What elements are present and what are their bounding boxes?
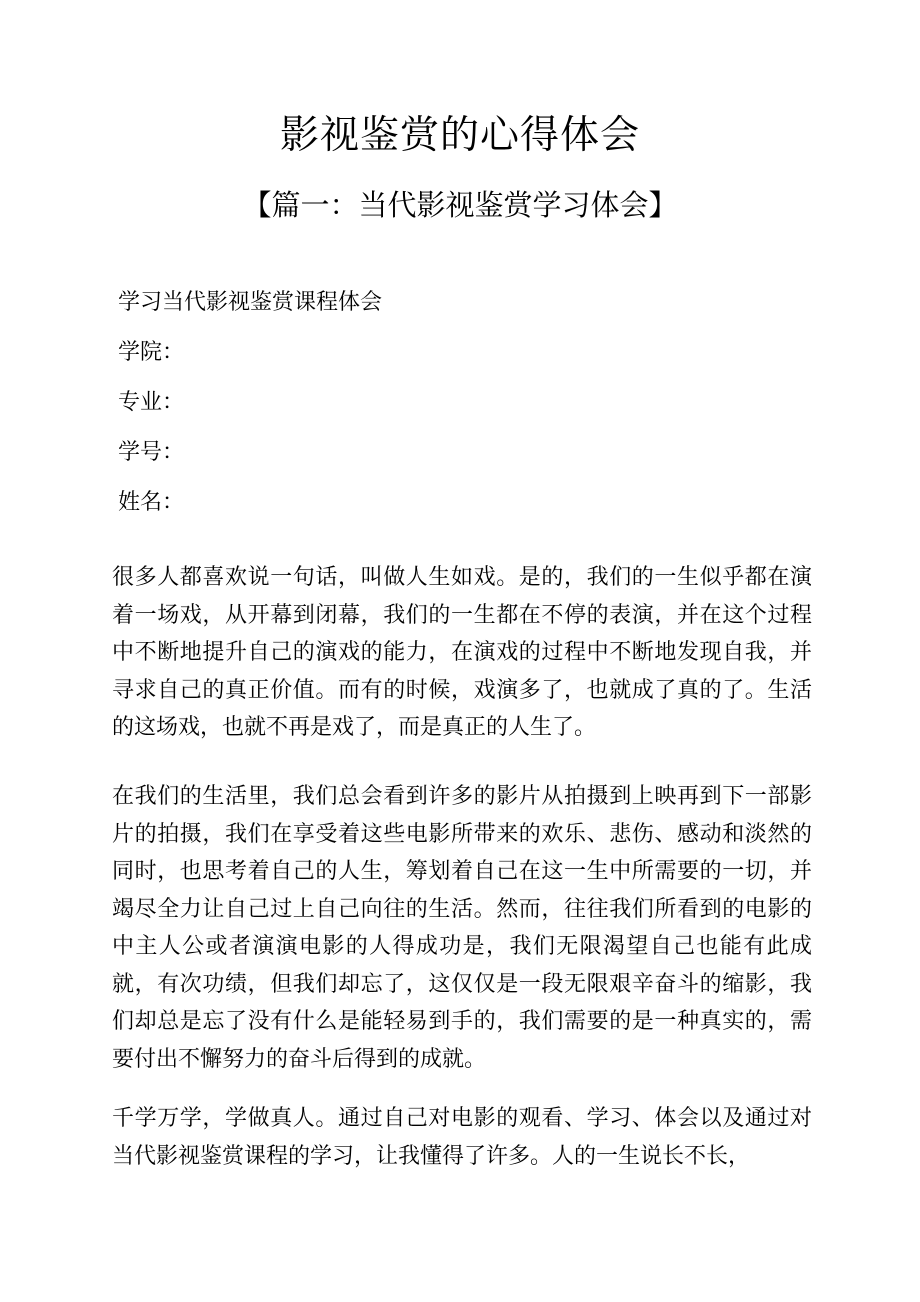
college-field: 学院： (118, 340, 185, 365)
document-subtitle: 【篇一：当代影视鉴赏学习体会】 (242, 188, 678, 222)
paragraph-2: 在我们的生活里，我们总会看到许多的影片从拍摄到上映再到下一部影片的拍摄，我们在享受着这些电影所带来的欢乐、悲伤、感动和淡然的同时，也思考着自己的人生，筹划着自己在这一生中所需要的一切，并竭尽全力让自己过上自己向往的生活。然而，往往我们所看到的电影的中主人公或者演演电影的人得成功是，我们无限渴望自己也能有此成就，有次功绩，但我们却忘了，这仅仅是一段无限艰辛奋斗的缩影，我们却总是忘了没有什么是能轻易到手的，我们需要的是一种真实的，需要付出不懈努力的奋斗后得到的成就。 (112, 784, 812, 1072)
paragraph-3: 千学万学，学做真人。通过自己对电影的观看、学习、体会以及通过对当代影视鉴赏课程的学习，让我懂得了许多。人的一生说长不长， (112, 1106, 812, 1169)
paragraph-1: 很多人都喜欢说一句话，叫做人生如戏。是的，我们的一生似乎都在演着一场戏，从开幕到闭幕，我们的一生都在不停的表演，并在这个过程中不断地提升自己的演戏的能力，在演戏的过程中不断地发现自我，并寻求自己的真正价值。而有的时候，戏演多了，也就成了真的了。生活的这场戏，也就不再是戏了，而是真正的人生了。 (112, 565, 812, 740)
student-id-field: 学号： (118, 440, 185, 465)
course-name: 学习当代影视鉴赏课程体会 (118, 290, 383, 315)
student-name-field: 姓名： (118, 490, 185, 515)
major-field: 专业： (118, 390, 185, 415)
course-info-block (118, 278, 382, 528)
document-title: 影视鉴赏的心得体会 (279, 113, 640, 158)
